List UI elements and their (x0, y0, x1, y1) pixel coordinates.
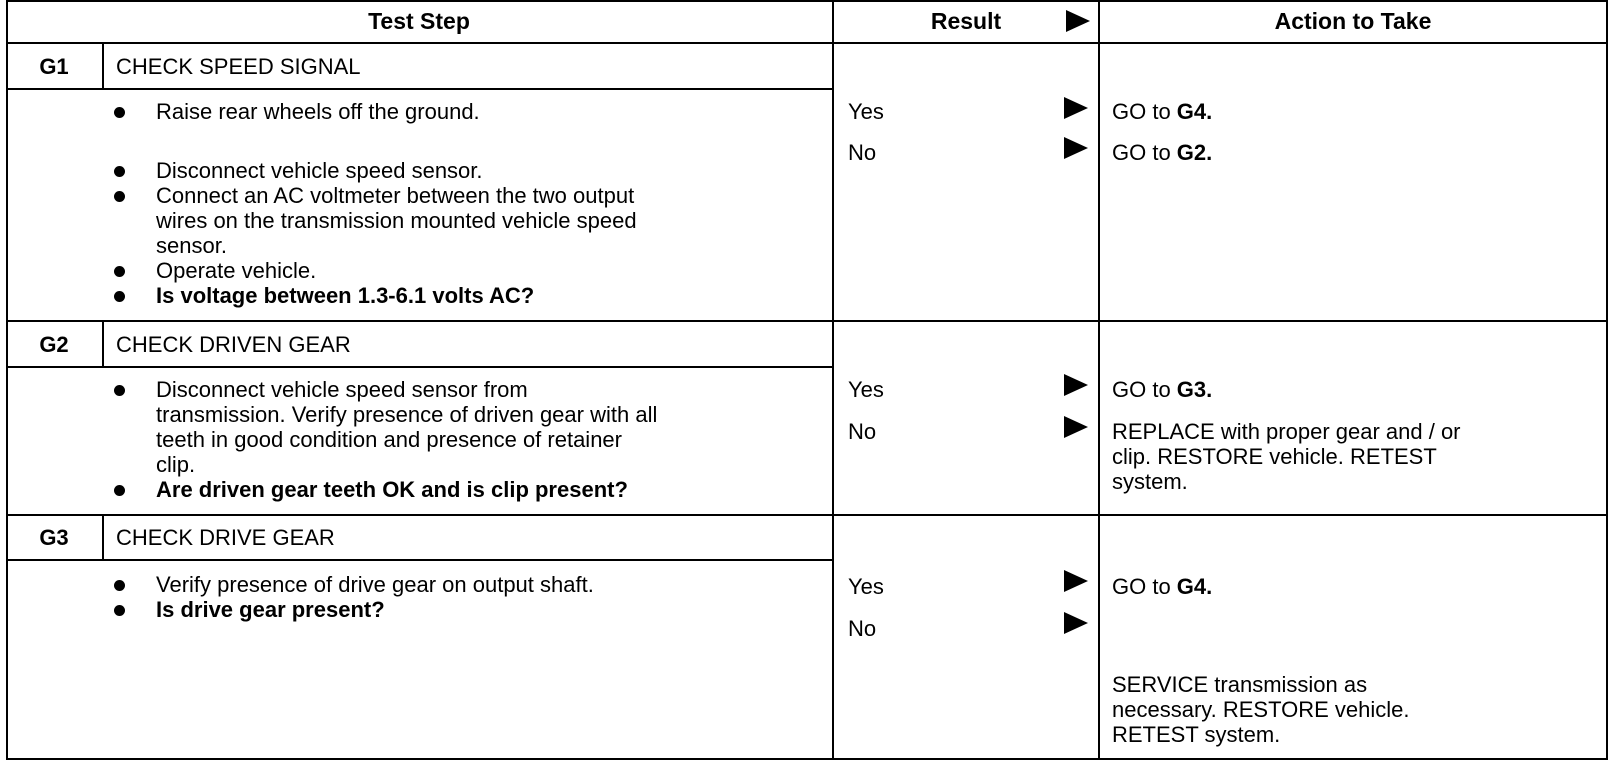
g1-yes-arrow-icon (1064, 97, 1088, 119)
step-title-g3: CHECK DRIVE GEAR (116, 525, 335, 550)
g3-yes-arrow-icon (1064, 570, 1088, 592)
g2-action-yes-prefix: GO to (1112, 377, 1177, 402)
header-action: Action to Take (1274, 7, 1432, 34)
step-title-g1: CHECK SPEED SIGNAL (116, 54, 361, 79)
g3-action-yes-target: G4. (1176, 574, 1213, 599)
g1-action-no-target: G2. (1176, 140, 1213, 165)
g2-id-right (102, 322, 104, 367)
g2-action-no-line-1: REPLACE with proper gear and / or (1112, 419, 1461, 444)
g2-bullet-1-line-2: transmission. Verify presence of driven gear with all (156, 402, 658, 427)
bullet-icon (114, 385, 125, 396)
step-id-g1: G1 (39, 54, 69, 79)
g3-bullet-2: Is drive gear present? (156, 597, 385, 622)
bullet-icon (114, 580, 125, 591)
g3-result-no: No (848, 616, 877, 641)
g2-action-no-line-2: clip. RESTORE vehicle. RETEST (1112, 444, 1437, 469)
bullet-icon (114, 166, 125, 177)
g1-row-bottom (6, 320, 1608, 322)
bullet-icon (114, 605, 125, 616)
g1-action-yes (1112, 99, 1212, 124)
bullet-icon (114, 291, 125, 302)
step-title-g2: CHECK DRIVEN GEAR (116, 332, 351, 357)
g2-bullet-1-line-3: teeth in good condition and presence of retainer (156, 427, 622, 452)
header-result: Result (930, 7, 1002, 34)
header-test-step: Test Step (368, 7, 470, 34)
g1-bullet-2: Disconnect vehicle speed sensor. (156, 158, 483, 183)
g2-result-no: No (848, 419, 877, 444)
g1-id-right (102, 44, 104, 89)
g2-action-yes (1112, 377, 1212, 402)
g3-title-bottom (6, 559, 832, 561)
g1-bullet-3: Connect an AC voltmeter between the two output (156, 183, 635, 208)
g3-action-yes-prefix: GO to (1112, 574, 1177, 599)
g3-no-arrow-icon (1064, 612, 1088, 634)
g1-bullet-3-line-2: wires on the transmission mounted vehicle speed (156, 208, 637, 233)
g1-result-no: No (848, 140, 877, 165)
g2-action-no-line-3: system. (1112, 469, 1188, 494)
bullet-icon (114, 266, 125, 277)
header-arrow-icon (1066, 10, 1090, 32)
g1-no-arrow-icon (1064, 137, 1088, 159)
bullet-icon (114, 191, 125, 202)
g2-title-bottom (6, 366, 832, 368)
g2-row-bottom (6, 514, 1608, 516)
g3-action-no-line-1: SERVICE transmission as (1112, 672, 1368, 697)
g1-action-no-prefix: GO to (1112, 140, 1177, 165)
g2-no-arrow-icon (1064, 416, 1088, 438)
g2-action-yes-target: G3. (1176, 377, 1213, 402)
g1-bullet-3-line-3: sensor. (156, 233, 227, 258)
diagnostic-table (6, 0, 1608, 760)
g2-result-yes: Yes (848, 377, 884, 402)
bullet-icon (114, 485, 125, 496)
g1-title-bottom (6, 88, 832, 90)
g1-bullet-4: Operate vehicle. (156, 258, 317, 283)
g2-bullet-1-line-4: clip. (156, 452, 196, 477)
header-divider (6, 42, 1608, 44)
g2-bullet-1: Disconnect vehicle speed sensor from (156, 377, 528, 402)
step-id-g3: G3 (39, 525, 69, 550)
g3-action-yes (1112, 574, 1212, 599)
g2-bullet-2: Are driven gear teeth OK and is clip present? (156, 477, 628, 502)
g3-action-no-line-2: necessary. RESTORE vehicle. (1112, 697, 1410, 722)
g3-result-yes: Yes (848, 574, 884, 599)
step-id-g2: G2 (39, 332, 69, 357)
g1-action-yes-prefix: GO to (1112, 99, 1177, 124)
g1-result-yes: Yes (848, 99, 884, 124)
border-left (6, 0, 8, 760)
g1-action-yes-target: G4. (1176, 99, 1213, 124)
g3-bullet-1: Verify presence of drive gear on output shaft. (156, 572, 594, 597)
col-divider-action (1098, 0, 1100, 760)
g1-bullet-5: Is voltage between 1.3-6.1 volts AC? (156, 283, 535, 308)
col-divider-result (832, 0, 834, 760)
g3-action-no-line-3: RETEST system. (1112, 722, 1281, 747)
g3-id-right (102, 516, 104, 560)
g1-bullet-1: Raise rear wheels off the ground. (156, 99, 480, 124)
g1-action-no (1112, 140, 1212, 165)
bullet-icon (114, 107, 125, 118)
g2-yes-arrow-icon (1064, 374, 1088, 396)
